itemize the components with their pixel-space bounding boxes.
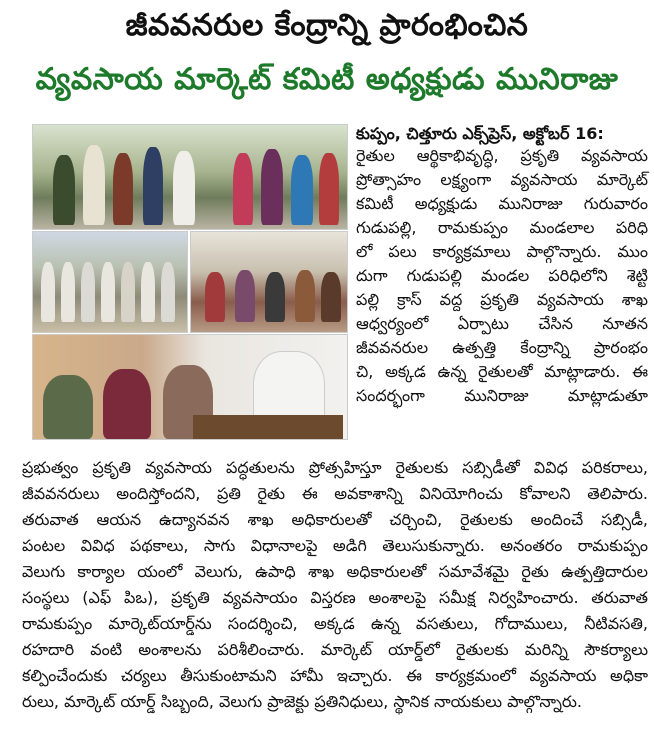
headline-line-2: వ్యవసాయ మార్కెట్ కమిటీ అధ్యక్షుడు మునిరాజు	[35, 62, 619, 97]
body-line: చి, అక్కడ ఉన్న రైతులతో మాట్లాడారు. ఈ	[356, 362, 648, 381]
headline-line-1: జీవవనరుల కేంద్రాన్ని ప్రారంభించిన	[125, 8, 529, 43]
photo-collage	[32, 124, 346, 438]
body-line: తరువాత ఆయన ఉద్యానవన శాఖ అధికారులతో చర్చించి, రైతులకు అందించే సబ్సిడీ,	[22, 510, 648, 529]
body-line: వెలుగు కార్యాల యంలో వెలుగు, ఉపాధి శాఖ అధికారులతో సమావేశమై రైతు ఉత్పత్తిదారుల	[22, 562, 648, 581]
photo-meeting	[190, 231, 348, 333]
body-line: కమిటీ అధ్యక్షుడు మునిరాజు గురువారం	[356, 194, 648, 213]
body-line: రులు, మార్కెట్ యార్డ్ సిబ్బంది, వెలుగు ప్రాజెక్టు ప్రతినిధులు, స్థానిక నాయకులు పాల్గొన్నారు.	[22, 692, 583, 711]
body-line: జీవవనరుల ఉత్పత్తి కేంద్రాన్ని ప్రారంభం	[356, 338, 648, 357]
photo-group	[32, 231, 188, 333]
photo-review	[32, 334, 348, 440]
body-line: కల్పించేందుకు చర్యలు తీసుకుంటామని హామీ ఇచ్చారు. ఈ కార్యక్రమంలో వ్యవసాయ అధికా	[22, 666, 648, 685]
body-line: ఆధ్వర్యంలో ఏర్పాటు చేసిన నూతన	[356, 314, 648, 333]
body-line: పల్లి క్రాస్ వద్ద ప్రకృతి వ్యవసాయ శాఖ	[356, 290, 648, 309]
body-line: గుడుపల్లి, రామకుప్పం మండలాల పరిధి	[356, 218, 648, 237]
body-line: దుగా గుడుపల్లి మండల పరిధిలోని శెట్టి	[356, 266, 648, 285]
body-line: రైతుల ఆర్థికాభివృద్ధి, ప్రకృతి వ్యవసాయ	[356, 146, 648, 165]
body-line: ప్రోత్సాహం లక్ష్యంగా వ్యవసాయ మార్కెట్	[356, 170, 648, 189]
body-line: పంటల వివిధ పథకాలు, సాగు విధానాలపై అడిగి తెలుసుకున్నారు. అనంతరం రామకుప్పం	[22, 536, 648, 555]
body-line: ప్రభుత్వం ప్రకృతి వ్యవసాయ పద్ధతులను ప్రోత్సహిస్తూ రైతులకు సబ్సిడీతో వివిధ పరికరాలు,	[22, 458, 648, 477]
body-line: లో పలు కార్యక్రమాలు పాల్గొన్నారు. ముం	[356, 242, 648, 261]
body-line: జీవవనరులు అందిస్తోందని, ప్రతి రైతు ఈ అవకాశాన్ని వినియోగించు కోవాలని తెలిపారు.	[22, 484, 648, 503]
body-line: సందర్భంగా మునిరాజు మాట్లాడుతూ	[356, 386, 648, 405]
dateline: కుప్పం, చిత్తూరు ఎక్స్‌ప్రెస్, అక్టోబర్ 16:	[356, 124, 604, 143]
photo-inauguration	[32, 124, 348, 230]
body-line: రహదారి వంటి అంశాలను పరిశీలించారు. మార్కెట్ యార్డ్‌లో రైతులకు మరిన్ని సౌకర్యాలు	[22, 640, 648, 659]
body-line: సంస్థలు (ఎఫ్ పిఒ), ప్రకృతి వ్యవసాయం విస్తరణ అంశాలపై సమీక్ష నిర్వహించారు. తరువాత	[22, 588, 648, 607]
body-line: రామకుప్పం మార్కెట్‌యార్డ్‌ను సందర్శించి, అక్కడ ఉన్న వసతులు, గోదాములు, నీటివసతి,	[22, 614, 648, 633]
